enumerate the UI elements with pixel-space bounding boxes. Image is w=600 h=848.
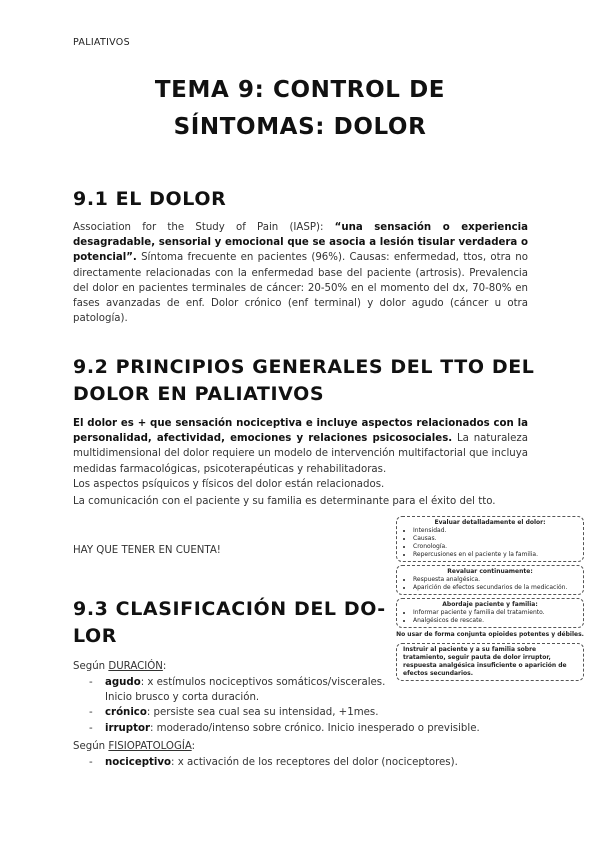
list-item-nociceptivo xyxy=(73,755,458,770)
desc-nociceptivo: : x activación de los receptores del dolor (nociceptores). xyxy=(171,757,458,768)
box-abordaje-list xyxy=(403,609,577,625)
desc-irruptor: : moderado/intenso sobre crónico. Inicio inesperado o previsible. xyxy=(149,722,480,734)
page-title-line-2: SÍNTOMAS: DOLOR xyxy=(173,114,427,140)
note-hay-que-tener-en-cuenta: HAY QUE TENER EN CUENTA! xyxy=(73,545,221,556)
box-evaluar-item: • Intensidad. xyxy=(413,527,577,535)
box-evaluar xyxy=(396,516,584,562)
segun-prefix: Según xyxy=(73,741,109,752)
box-revaluar-item: • Aparición de efectos secundarios de la medicación. xyxy=(413,584,577,592)
duracion-term: DURACIÓN xyxy=(108,661,163,672)
box-evaluar-list xyxy=(403,527,577,559)
section-9-3-heading-line-2: LOR xyxy=(73,625,118,647)
box-abordaje-item: • Informar paciente y familia del tratamiento. xyxy=(413,609,577,617)
section-9-1-heading: 9.1 EL DOLOR xyxy=(73,188,227,210)
box-revaluar-item: • Respuesta analgésica. xyxy=(413,576,577,584)
desc-agudo: : x estímulos nociceptivos somáticos/viscerales. Inicio brusco y corta duración. xyxy=(105,677,386,704)
box-instruir: Instruir al paciente y a su familia sobre tratamiento, seguir pauta de dolor irruptor, respuesta analgésica insuficiente o aparición de efectos secundarios. xyxy=(396,643,584,681)
colon: : xyxy=(162,661,167,672)
dolor-prevalence-text: Síntoma frecuente en pacientes (96%). Causas: enfermedad, ttos, otra no directamente relacionadas con la enfermedad base del paciente (artrosis). Prevalencia del dolor en pacientes terminales de cáncer: 20-50% en el momento del dx, 70-80% en fases avanzadas de enf. Dolor crónico (enf terminal) y dolor agudo (cáncer u otra patología). xyxy=(73,252,528,325)
box-evaluar-item: • Repercusiones en el paciente y la familia. xyxy=(413,551,577,559)
segun-prefix: Según xyxy=(73,661,109,672)
section-9-2-paragraph xyxy=(73,416,528,477)
term-irruptor: irruptor xyxy=(105,722,150,734)
principios-bold-text: El dolor es + que sensación nociceptiva e incluye aspectos relacionados con la personalidad, afectividad, emociones y relaciones psicosociales. xyxy=(73,418,528,445)
box-revaluar-list xyxy=(403,576,577,592)
section-9-3-heading-line-1: 9.3 CLASIFICACIÓN DEL DO- xyxy=(73,598,386,620)
list-item-cronico xyxy=(73,705,480,720)
segun-fisiopatologia-label xyxy=(73,739,195,754)
box-abordaje-title: Abordaje paciente y familia: xyxy=(442,601,538,608)
box-opioides-note: No usar de forma conjunta opioides potentes y débiles. xyxy=(396,631,584,638)
desc-cronico: : persiste sea cual sea su intensidad, +1mes. xyxy=(146,707,379,719)
iasp-definition: “una sensación o experiencia desagradable, sensorial y emocional que se asocia a lesión tisular verdadera o potencial”. xyxy=(73,222,528,264)
section-9-1-paragraph xyxy=(73,220,528,326)
box-abordaje xyxy=(396,598,584,628)
page-header: PALIATIVOS xyxy=(73,37,130,48)
box-evaluar-item: • Causas. xyxy=(413,535,577,543)
list-item-agudo xyxy=(73,675,390,705)
principios-rest-text: La naturaleza multidimensional del dolor requiere un modelo de intervención multifactorial que incluya medidas farmacológicas, psicoterapéuticas y rehabilitadoras. xyxy=(73,433,528,475)
section-9-2-heading-line-1: 9.2 PRINCIPIOS GENERALES DEL TTO DEL xyxy=(73,356,535,378)
term-nociceptivo: nociceptivo xyxy=(105,757,172,768)
box-abordaje-item: • Analgésicos de rescate. xyxy=(413,617,577,625)
segun-duracion-label xyxy=(73,659,166,674)
principios-line-comunicacion: La comunicación con el paciente y su familia es determinante para el éxito del tto. xyxy=(73,496,496,507)
colon: : xyxy=(191,741,196,752)
fisiopatologia-list xyxy=(73,755,458,770)
fisiopatologia-term: FISIOPATOLOGÍA xyxy=(108,741,192,752)
box-revaluar xyxy=(396,565,584,595)
section-9-2-heading-line-2: DOLOR EN PALIATIVOS xyxy=(73,383,325,405)
principios-line-aspectos: Los aspectos psíquicos y físicos del dolor están relacionados. xyxy=(73,479,385,490)
page-title-line-1: TEMA 9: CONTROL DE xyxy=(154,77,446,103)
term-cronico: crónico xyxy=(105,707,147,719)
list-item-irruptor xyxy=(73,721,480,736)
box-evaluar-title: Evaluar detalladamente el dolor: xyxy=(434,519,546,526)
iasp-lead: Association for the Study of Pain (IASP): xyxy=(73,222,335,233)
term-agudo: agudo xyxy=(105,677,141,688)
duracion-list xyxy=(73,675,480,736)
box-evaluar-item: • Cronología. xyxy=(413,543,577,551)
box-revaluar-title: Revaluar continuamente: xyxy=(447,568,533,575)
